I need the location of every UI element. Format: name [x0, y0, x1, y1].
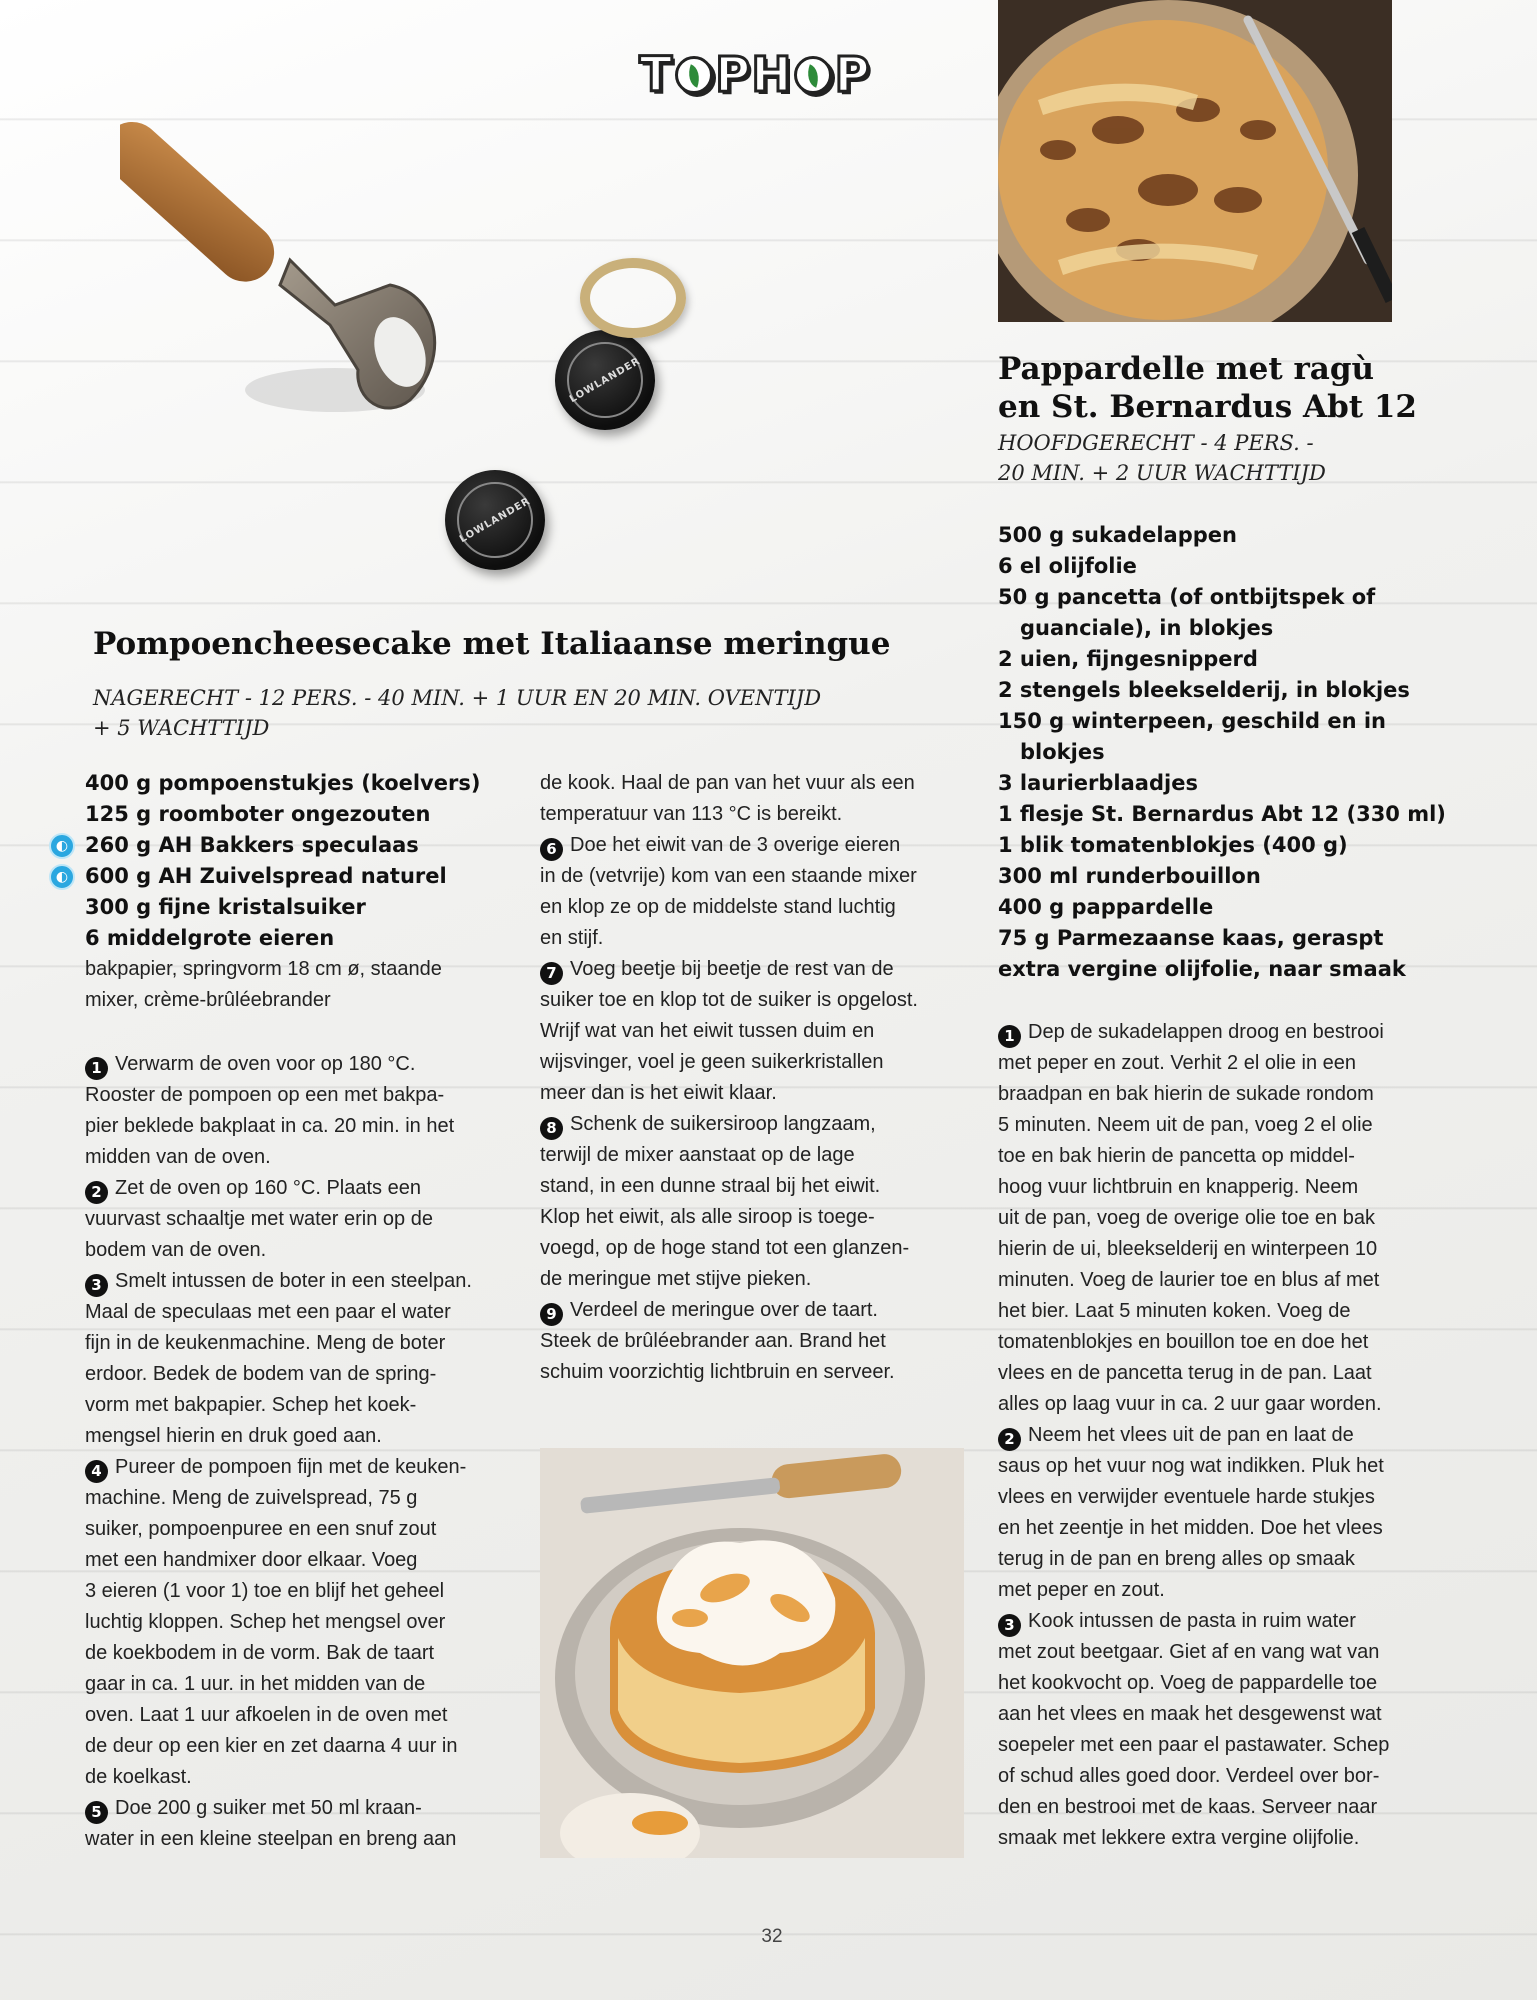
step-1: 1 Verwarm de oven voor op 180 °C. Rooster de pompoen op een met bakpa- pier beklede bakplaat in ca. 20 min. in het midden van de oven.: [85, 1053, 455, 1168]
recipe-subtitle: NAGERECHT - 12 PERS. - 40 MIN. + 1 UUR EN 20 MIN. OVENTIJD + 5 WACHTTIJD: [93, 686, 822, 740]
bottle-cap-open-illustration: [580, 258, 686, 338]
ingredient-item: 6 el olijfolie: [998, 554, 1137, 578]
ingredient-item: 300 ml runderbouillon: [998, 864, 1261, 888]
pappardelle-photo: [998, 0, 1392, 322]
logo-letters-ph: PH: [715, 47, 793, 103]
step-3: 3 Kook intussen de pasta in ruim water met zout beetgaar. Giet af en vang wat van het kookvocht op. Voeg de pappardelle toe aan het vlees en maak het desgewenst wat soepeler met een paar el pastawater. Schep of schud alles goed door. Verdeel over bor- den en bestrooi met de kaas. Serveer naar smaak met lekkere extra vergine olijfolie.: [998, 1610, 1390, 1849]
step-2: 2 Neem het vlees uit de pan en laat de saus op het vuur nog wat indikken. Pluk het vlees en verwijder eventuele harde stukjes en het zeentje in het midden. Doe het vlees terug in de pan en breng alles op smaak met peper en zout.: [998, 1424, 1384, 1601]
step-6: 6 Doe het eiwit van de 3 overige eieren in de (vetvrije) kom van een staande mixer en klop ze op de middelste stand luchtig en stijf.: [540, 834, 917, 949]
leaf-icon: [794, 56, 832, 94]
ingredient-item: 300 g fijne kristalsuiker: [85, 895, 366, 919]
bottle-opener-illustration: [120, 70, 500, 450]
logo-letters-p: P: [834, 47, 871, 103]
tophop-logo: [630, 46, 880, 104]
ingredient-item: 1 flesje St. Bernardus Abt 12 (330 ml): [998, 802, 1446, 826]
ingredient-item: 400 g pompoenstukjes (koelvers): [85, 771, 481, 795]
ingredients-list: [55, 768, 515, 1016]
step-4: 4 Pureer de pompoen fijn met de keuken- machine. Meng de zuivelspread, 75 g suiker, pompoenpuree en een snuf zout met een handmixer door elkaar. Voeg 3 eieren (1 voor 1) toe en blijf het geheel luchtig kloppen. Schep het mengsel over de koekbodem in de vorm. Bak de taart gaar in ca. 1 uur. in het midden van de oven. Laat 1 uur afkoelen in de oven met de deur op een kier en zet daarna 4 uur in de koelkast.: [85, 1456, 467, 1788]
recipe-2-ingredients-list: [998, 520, 1458, 985]
ingredient-item-continued: blokjes: [1020, 740, 1105, 764]
equipment-note: bakpapier, springvorm 18 cm ø, staande mixer, crème-brûléebrander: [85, 958, 442, 1011]
bottle-cap-illustration: LOWLANDER: [445, 470, 545, 570]
ingredient-item-continued: guanciale), in blokjes: [1020, 616, 1274, 640]
ingredient-item: 1 blik tomatenblokjes (400 g): [998, 833, 1348, 857]
page-number: 32: [761, 1926, 783, 1947]
cheesecake-photo: [540, 1448, 964, 1858]
ingredient-item: 2 stengels bleekselderij, in blokjes: [998, 678, 1410, 702]
step-7: 7 Voeg beetje bij beetje de rest van de suiker toe en klop tot de suiker is opgelost. Wrijf wat van het eiwit tussen duim en wijsvinger, voel je geen suikerkristallen meer dan is het eiwit klaar.: [540, 958, 918, 1104]
ingredient-item: 75 g Parmezaanse kaas, geraspt: [998, 926, 1384, 950]
ah-product-icon: ◐: [49, 833, 75, 859]
step-8: 8 Schenk de suikersiroop langzaam, terwijl de mixer aanstaat op de lage stand, in een dunne straal bij het eiwit. Klop het eiwit, als alle siroop is toege- voegd, op de hoge stand tot een glanzen- de meringue met stijve pieken.: [540, 1113, 910, 1290]
step-9: 9 Verdeel de meringue over de taart. Steek de brûléebrander aan. Brand het schuim voorzichtig lichtbruin en serveer.: [540, 1299, 895, 1383]
step-3: 3 Smelt intussen de boter in een steelpan. Maal de speculaas met een paar el water fijn in de keukenmachine. Meng de boter erdoor. Bedek de bodem van de spring- vorm met bakpapier. Schep het koek- mengsel hierin en druk goed aan.: [85, 1270, 472, 1447]
ingredient-item: 150 g winterpeen, geschild en in: [998, 709, 1386, 733]
ingredient-item: 400 g pappardelle: [998, 895, 1214, 919]
recipe-2-steps: [998, 1017, 1468, 1854]
ingredient-item: 125 g roomboter ongezouten: [85, 802, 431, 826]
ingredient-item: 6 middelgrote eieren: [85, 926, 335, 950]
recipe-2-subtitle: HOOFDGERECHT - 4 PERS. - 20 MIN. + 2 UUR WACHTTIJD: [998, 431, 1326, 485]
ingredient-item: 500 g sukadelappen: [998, 523, 1237, 547]
ingredient-item: extra vergine olijfolie, naar smaak: [998, 957, 1406, 981]
step-5: 5 Doe 200 g suiker met 50 ml kraan- water in een kleine steelpan en breng aan: [85, 1797, 457, 1850]
bottle-cap-illustration: LOWLANDER: [555, 330, 655, 430]
recipe-steps-column-1: [85, 1049, 525, 1855]
ah-product-icon: ◐: [49, 864, 75, 890]
ingredient-item: ◐ 600 g AH Zuivelspread naturel: [85, 861, 515, 892]
recipe-steps-column-2: [540, 768, 980, 1388]
ingredient-item: 2 uien, fijngesnipperd: [998, 647, 1258, 671]
ingredient-item: ◐ 260 g AH Bakkers speculaas: [85, 830, 515, 861]
recipe-title: Pompoencheesecake met Italiaanse meringue: [93, 626, 891, 662]
recipe-2-title: Pappardelle met ragù en St. Bernardus Abt 12: [998, 351, 1417, 425]
leaf-icon: [675, 56, 713, 94]
logo-letters-t: T: [639, 47, 674, 103]
step-1: 1 Dep de sukadelappen droog en bestrooi met peper en zout. Verhit 2 el olie in een braadpan en bak hierin de sukade rondom 5 minuten. Neem uit de pan, voeg 2 el olie toe en bak hierin de pancetta op middel- hoog vuur lichtbruin en knapperig. Neem uit de pan, voeg de overige olie toe en bak hierin de ui, bleekselderij en winterpeen 10 minuten. Voeg de laurier toe en blus af met het bier. Laat 5 minuten koken. Voeg de tomatenblokjes en bouillon toe en doe het vlees en de pancetta terug in de pan. Laat alles op laag vuur in ca. 2 uur gaar worden.: [998, 1021, 1384, 1415]
ingredient-item: 3 laurierblaadjes: [998, 771, 1198, 795]
step-5-continued: de kook. Haal de pan van het vuur als een temperatuur van 113 °C is bereikt.: [540, 772, 915, 825]
step-2: 2 Zet de oven op 160 °C. Plaats een vuurvast schaaltje met water erin op de bodem van de oven.: [85, 1177, 433, 1261]
ingredient-item: 50 g pancetta (of ontbijtspek of: [998, 585, 1376, 609]
